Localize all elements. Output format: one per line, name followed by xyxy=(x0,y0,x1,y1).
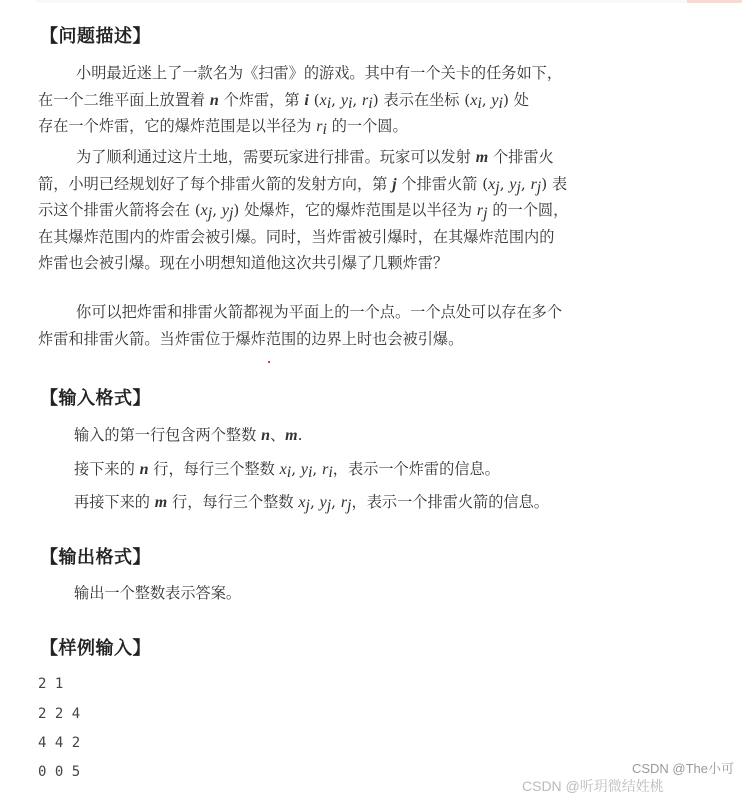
stray-red-dot xyxy=(268,361,270,363)
desc-line xyxy=(38,87,678,114)
desc-line xyxy=(38,326,678,353)
math-m: m xyxy=(154,494,168,511)
text: 个排雷火箭 xyxy=(401,174,478,193)
desc-line xyxy=(38,144,678,171)
math-m: m xyxy=(475,149,489,166)
text: ，表示一个排雷火箭的信息。 xyxy=(351,493,549,511)
text: 在其爆炸范围内的炸雷会被引爆。同时，当炸雷被引爆时，在其爆炸范围内的 xyxy=(38,227,555,246)
text: 为了顺利通过这片土地，需要玩家进行排雷。玩家可以发射 xyxy=(76,148,476,166)
sample-input-line: 2 1 xyxy=(38,676,64,692)
math-vars-xj-yj-rj: $x_j$, $y_j$, $r_j$ xyxy=(298,493,352,514)
input-format-line-3 xyxy=(74,491,549,512)
text: 的一个圆， xyxy=(492,201,569,219)
top-accent-bar xyxy=(687,0,742,3)
math-tuple-xj-yj-rj: ($x_j$, $y_j$, $r_j$) xyxy=(482,174,548,196)
math-r: r xyxy=(476,202,484,219)
text: 你可以把炸雷和排雷火箭都视为平面上的一个点。一个点处可以存在多个 xyxy=(76,303,562,321)
math-sub-i: i xyxy=(322,121,327,138)
math-vars-xi-yi-ri: $x_i$, $y_i$, $r_i$ xyxy=(279,460,333,481)
desc-line xyxy=(38,113,678,140)
heading-sample-input: 【样例输入】 xyxy=(40,638,151,659)
text: 再接下来的 xyxy=(74,493,155,511)
text: ，表示一个炸雷的信息。 xyxy=(332,460,500,478)
math-tuple-xi-yi: ($x_i$, $y_i$) xyxy=(464,90,509,112)
description-paragraph-1 xyxy=(38,60,678,140)
desc-line xyxy=(38,171,678,198)
desc-line xyxy=(38,60,678,87)
output-format-text: 输出一个整数表示答案。 xyxy=(74,584,242,602)
desc-line xyxy=(38,224,678,251)
text: 个炸雷，第 xyxy=(218,90,305,109)
csdn-watermark: CSDN @The小可 xyxy=(631,761,734,776)
text: 小明最近迷上了一款名为《扫雷》的游戏。其中有一个关卡的任务如下， xyxy=(76,64,562,82)
text: 的一个圆。 xyxy=(326,117,408,135)
sample-input-line: 0 0 5 xyxy=(38,764,81,780)
math-m: m xyxy=(285,427,298,444)
desc-line xyxy=(38,299,678,326)
text: 存在一个炸雷，它的爆炸范围是以半径为 xyxy=(38,117,317,135)
heading-input-format: 【输入格式】 xyxy=(40,388,151,409)
text: 箭，小明已经规划好了每个排雷火箭的发射方向，第 xyxy=(38,174,393,193)
text: 个排雷火 xyxy=(488,148,554,166)
desc-line xyxy=(38,250,678,277)
text: 表示在坐标 xyxy=(383,90,460,109)
text: 示这个排雷火箭将会在 xyxy=(38,201,190,219)
math-j: j xyxy=(392,175,397,193)
heading-output-format: 【输出格式】 xyxy=(40,547,151,568)
math-n: n xyxy=(139,461,149,478)
description-paragraph-2 xyxy=(38,144,678,277)
heading-problem-description: 【问题描述】 xyxy=(40,26,151,47)
top-border xyxy=(36,0,691,3)
text: 表 xyxy=(552,174,568,193)
math-n: n xyxy=(261,427,270,444)
desc-line xyxy=(38,197,678,224)
sample-input-line: 2 2 4 xyxy=(38,706,81,722)
math-tuple-xi-yi-ri: ($x_i$, $y_i$, $r_i$) xyxy=(313,90,379,112)
text: 、 xyxy=(269,426,286,444)
math-tuple-xj-yj: ($x_j$, $y_j$) xyxy=(194,201,240,222)
text: 处 xyxy=(513,90,529,109)
text: 输入的第一行包含两个整数 xyxy=(74,426,262,444)
sample-input-line: 4 4 2 xyxy=(38,735,81,751)
input-format-line-2 xyxy=(74,458,500,479)
text: . xyxy=(297,426,303,444)
math-sub-j: j xyxy=(483,205,488,222)
text: 在一个二维平面上放置着 xyxy=(38,90,210,109)
text: 处爆炸，它的爆炸范围是以半径为 xyxy=(244,201,472,219)
text: 炸雷和排雷火箭。当炸雷位于爆炸范围的边界上时也会被引爆。 xyxy=(38,329,464,348)
input-format-line-1 xyxy=(74,424,302,445)
math-r: r xyxy=(316,118,323,135)
math-i: i xyxy=(304,91,309,109)
math-n: n xyxy=(209,91,219,109)
text: 炸雷也会被引爆。现在小明想知道他这次共引爆了几颗炸雷？ xyxy=(38,254,449,272)
text: 行，每行三个整数 xyxy=(148,460,280,478)
text: 接下来的 xyxy=(74,460,140,478)
csdn-watermark-secondary: CSDN @听玥微结姓桃 xyxy=(522,778,664,794)
description-paragraph-3 xyxy=(38,299,678,352)
text: 行，每行三个整数 xyxy=(167,493,299,511)
